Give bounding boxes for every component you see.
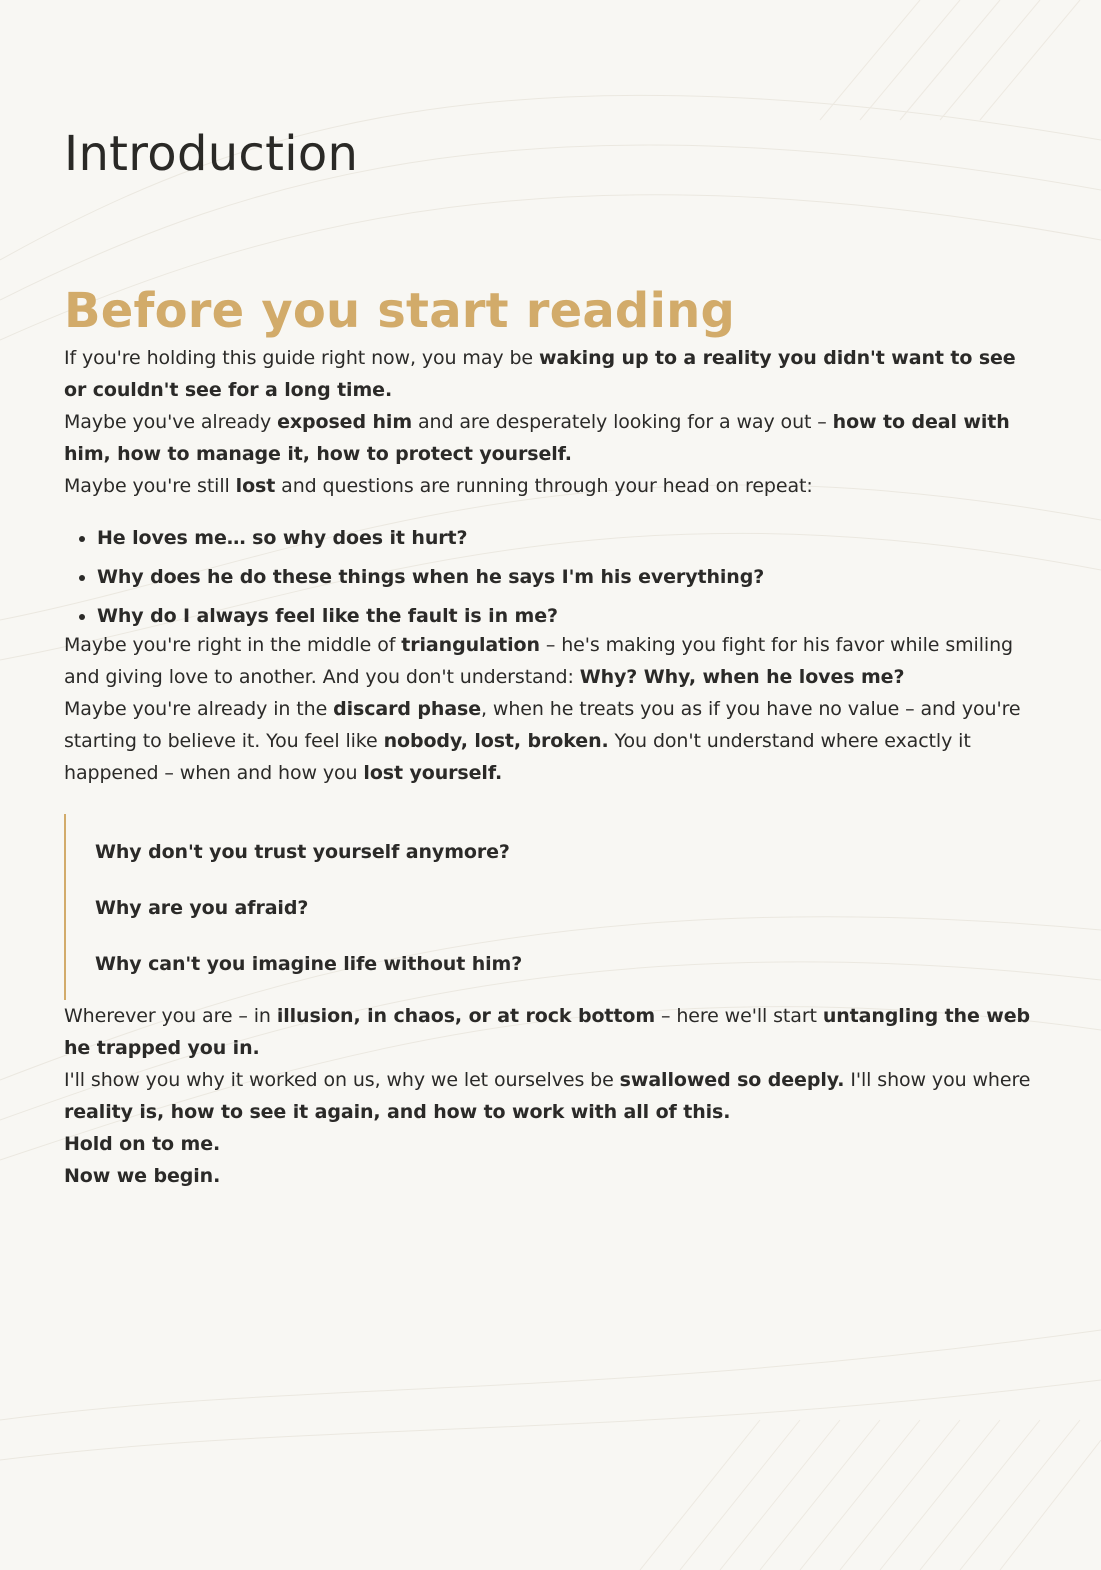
paragraph-hold-on — [64, 1128, 1037, 1160]
paragraph-emphasis: how to deal with him, how to manage it, how to protect yourself. — [64, 411, 1010, 465]
paragraph-text: , when he treats you as if you have no value – and you're starting to believe it. You feel like — [64, 698, 1021, 752]
paragraph-emphasis: nobody, lost, broken. — [383, 730, 609, 752]
paragraph-text: Maybe you're right in the middle of — [64, 634, 402, 656]
paragraph-emphasis: illusion, in chaos, or at rock bottom — [276, 1005, 656, 1027]
paragraph-emphasis: exposed him — [277, 411, 413, 433]
quote-line: Why are you afraid? — [95, 897, 309, 919]
paragraph-emphasis: reality is, how to see it again, and how to work with all of this. — [64, 1101, 731, 1123]
paragraph-text: Maybe you're still — [64, 475, 236, 497]
list-item: • Why does he do these things when he says I'm his everything? — [97, 564, 1037, 590]
paragraph-emphasis: swallowed so deeply. — [619, 1069, 845, 1091]
paragraph-emphasis: waking up to a reality you didn't want to see or couldn't see for a long time. — [64, 347, 1016, 401]
paragraph-begin — [64, 1160, 1037, 1192]
paragraph-show-you — [64, 1064, 1037, 1128]
section-heading: Before you start reading — [64, 283, 736, 339]
paragraph-emphasis: Hold on to me. — [64, 1133, 221, 1155]
paragraph-text: and are desperately looking for a way out – — [412, 411, 833, 433]
paragraph-emphasis: Now we begin. — [64, 1165, 221, 1187]
paragraph-text: I'll show you where — [844, 1069, 1031, 1091]
paragraph-text: Maybe you've already — [64, 411, 278, 433]
question-list — [64, 525, 1037, 629]
paragraph-lost — [64, 470, 1037, 502]
quote-line: Why can't you imagine life without him? — [95, 953, 523, 975]
paragraph-emphasis: lost — [235, 475, 276, 497]
body-content — [64, 342, 1037, 1192]
paragraph-text: I'll show you why it worked on us, why we let ourselves be — [64, 1069, 620, 1091]
paragraph-exposed — [64, 406, 1037, 470]
paragraph-triangulation — [64, 629, 1037, 693]
paragraph-emphasis: triangulation — [401, 634, 540, 656]
paragraph-text: – here we'll start — [655, 1005, 823, 1027]
paragraph-text: – he's making you fight for his favor while smiling and giving love to another. And you don't understand: — [64, 634, 1013, 688]
paragraph-text: Maybe you're already in the — [64, 698, 334, 720]
quote-line: Why don't you trust yourself anymore? — [95, 841, 510, 863]
blockquote — [64, 814, 1037, 1000]
page-title: Introduction — [64, 126, 359, 182]
paragraph-intro — [64, 342, 1037, 406]
paragraph-emphasis: untangling the web he trapped you in. — [64, 1005, 1031, 1059]
paragraph-text: and questions are running through your head on repeat: — [275, 475, 813, 497]
list-item: • He loves me… so why does it hurt? — [97, 525, 1037, 551]
paragraph-text: If you're holding this guide right now, you may be — [64, 347, 539, 369]
paragraph-text: Wherever you are – in — [64, 1005, 277, 1027]
paragraph-text: You don't understand where exactly it happened – when and how you — [64, 730, 971, 784]
paragraph-discard — [64, 693, 1037, 789]
paragraph-emphasis: Why? Why, when he loves me? — [579, 666, 905, 688]
list-item: • Why do I always feel like the fault is in me? — [97, 603, 1037, 629]
paragraph-emphasis: lost yourself. — [363, 762, 503, 784]
paragraph-wherever — [64, 1000, 1037, 1064]
paragraph-emphasis: discard phase — [333, 698, 482, 720]
